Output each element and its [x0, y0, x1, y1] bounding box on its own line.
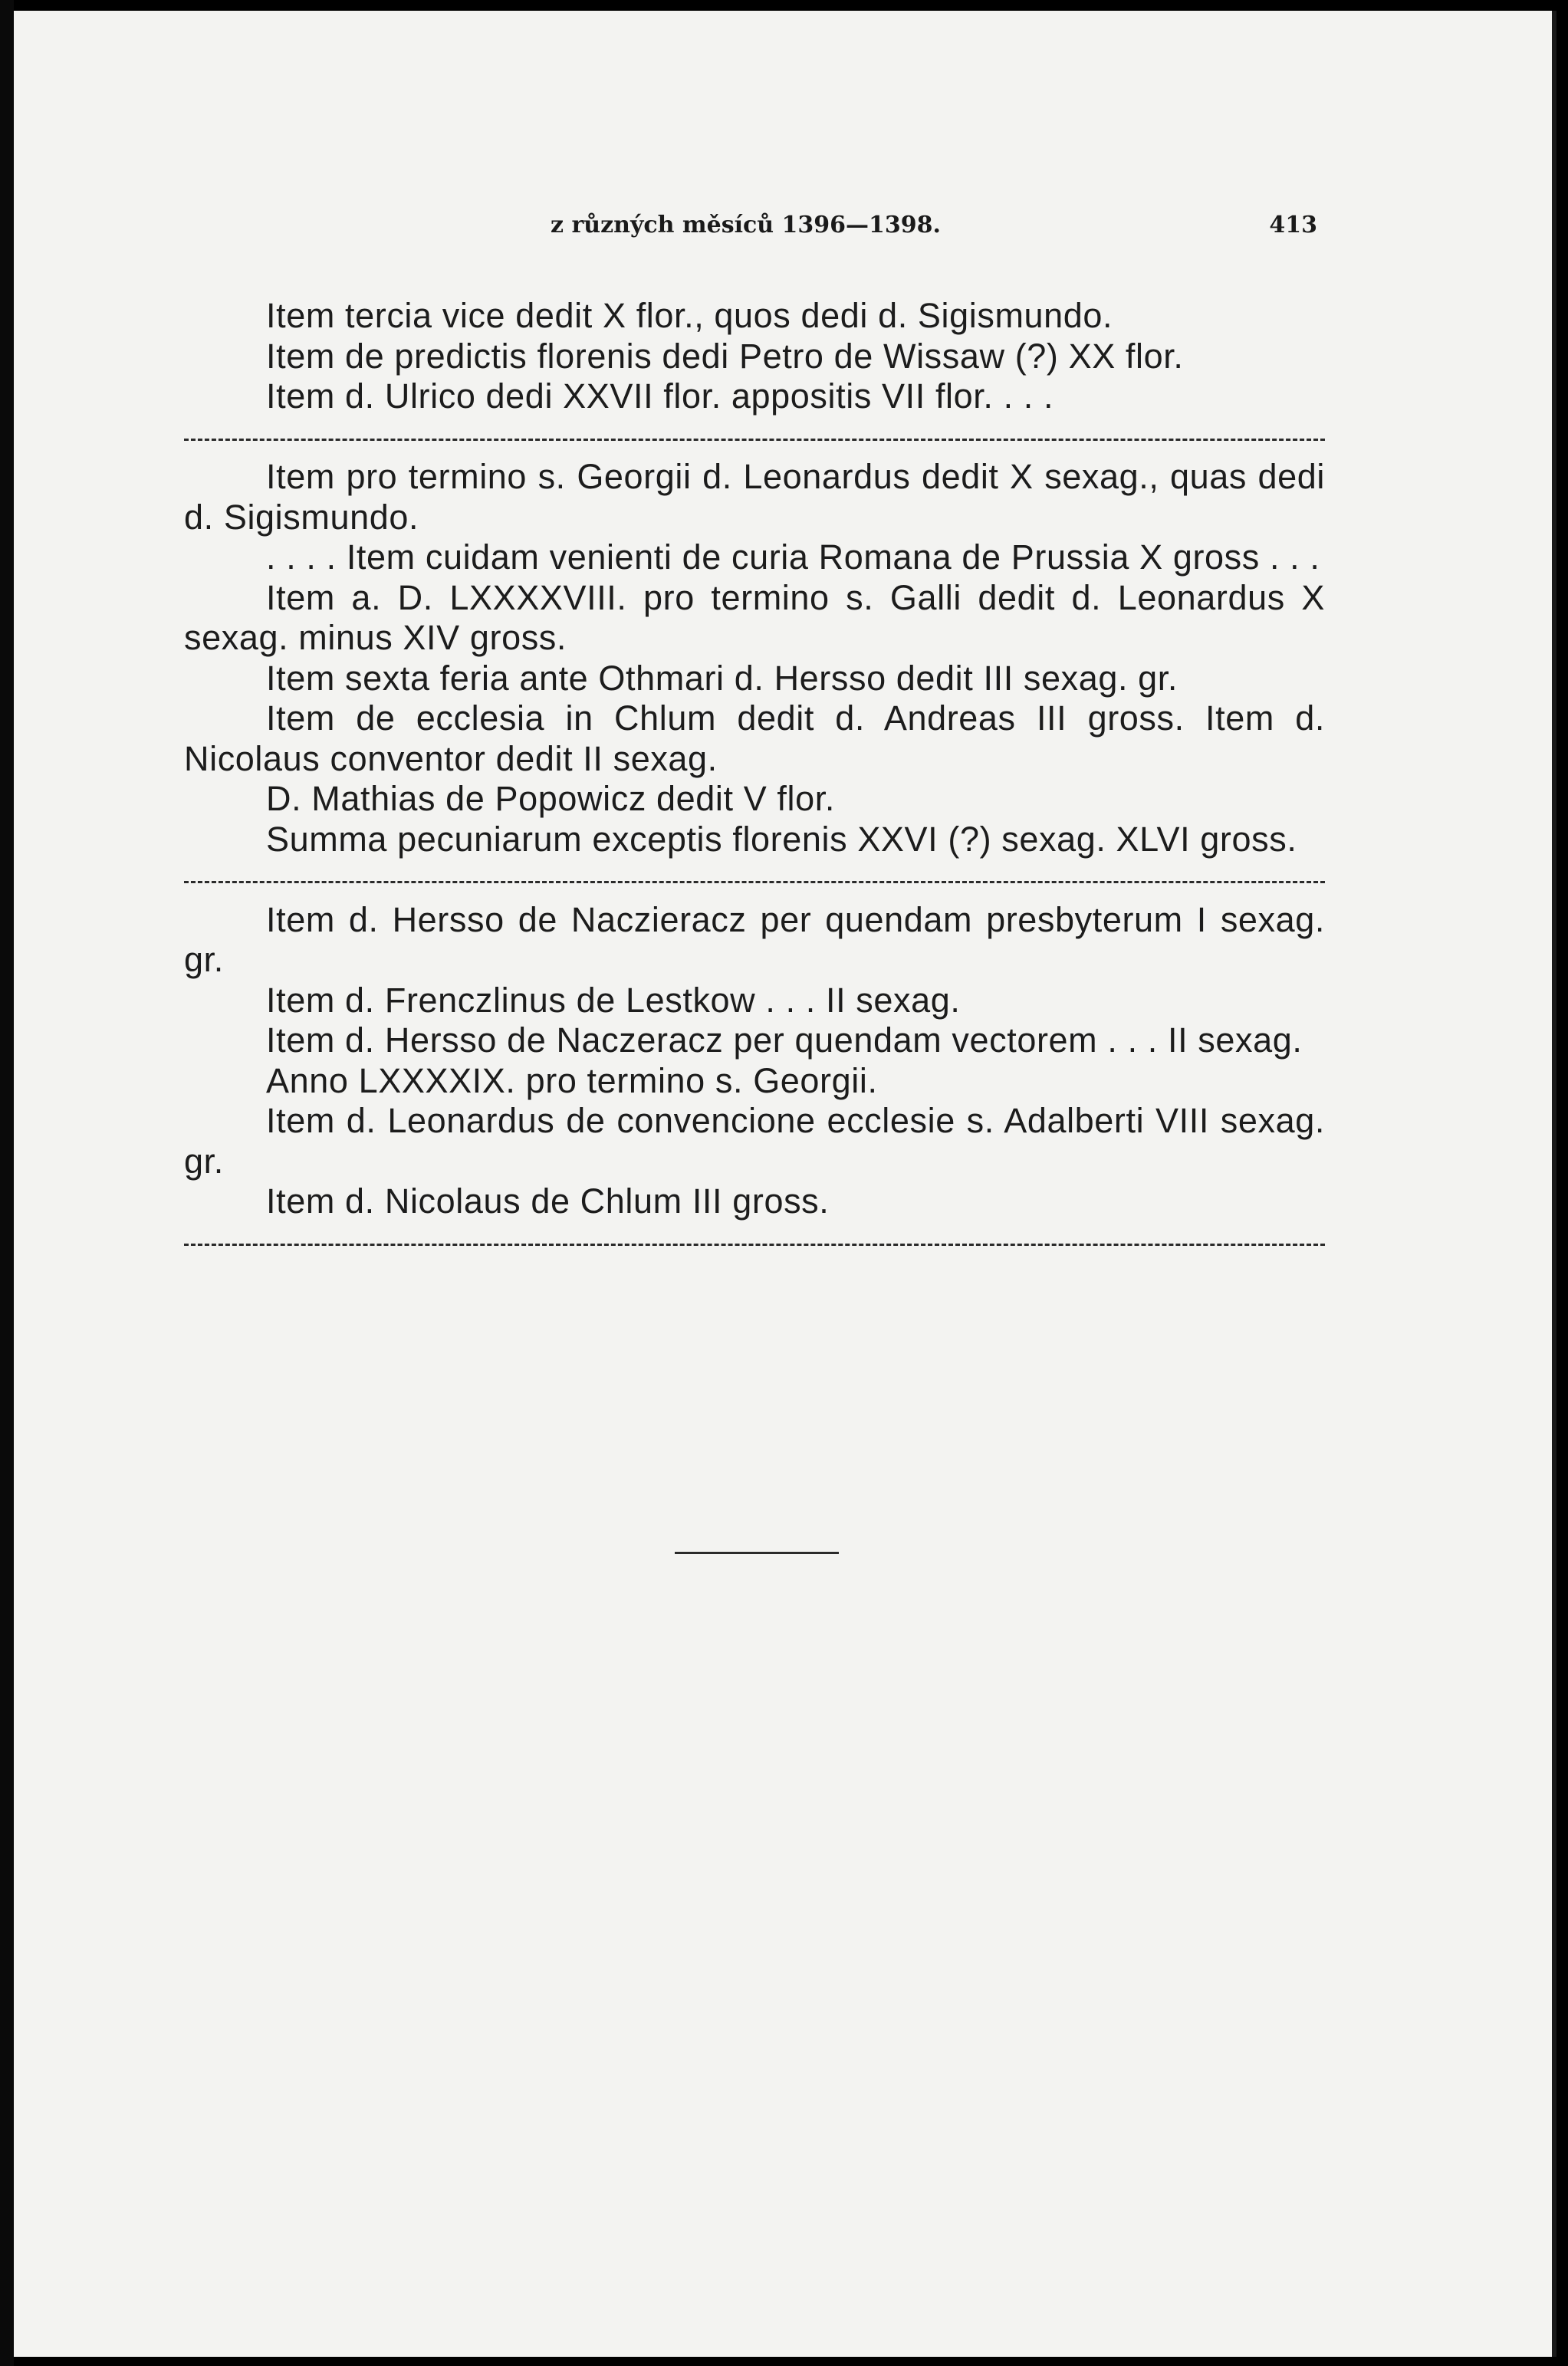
page-number: 413: [1269, 212, 1317, 238]
book-page: [14, 11, 1556, 2357]
dashed-separator: [184, 859, 1325, 900]
ledger-entry: Item tercia vice dedit X flor., quos dedi d. Sigismundo.: [266, 296, 1113, 335]
dashed-separator: [184, 417, 1325, 458]
ledger-entry: Item d. Nicolaus de Chlum III gross.: [266, 1181, 830, 1221]
ledger-entry: Item d. Hersso de Naczeracz per quendam vectorem . . . II sexag.: [266, 1020, 1303, 1060]
ledger-entry: Item d. Leonardus de convencione ecclesie s. Adalberti VIII sexag. gr.: [184, 1101, 1325, 1181]
dashed-separator: [184, 1222, 1325, 1263]
ledger-entry: Item d. Ulrico dedi XXVII flor. appositis VII flor. . . .: [266, 376, 1054, 416]
page-header: [551, 212, 1317, 250]
running-title: z různých měsíců 1396—1398.: [551, 212, 941, 238]
ledger-entry: Anno LXXXXIX. pro termino s. Georgii.: [266, 1060, 878, 1100]
ledger-entry: Item de ecclesia in Chlum dedit d. Andreas III gross. Item d. Nicolaus conventor dedit II sexag.: [184, 698, 1325, 778]
page-body: [184, 296, 1325, 1262]
ledger-entry: Item pro termino s. Georgii d. Leonardus dedit X sexag., quas dedi d. Sigismundo.: [184, 457, 1325, 537]
ledger-entry: . . . . Item cuidam venienti de curia Romana de Prussia X gross . . .: [266, 537, 1320, 577]
ledger-entry: Summa pecuniarum exceptis florenis XXVI (?) sexag. XLVI gross.: [266, 819, 1297, 859]
ledger-entry: Item sexta feria ante Othmari d. Hersso dedit III sexag. gr.: [266, 658, 1178, 698]
end-rule: [675, 1552, 839, 1554]
ledger-entry: Item de predictis florenis dedi Petro de Wissaw (?) XX flor.: [266, 336, 1184, 376]
scan-left-edge: [0, 0, 14, 2366]
ledger-entry: Item a. D. LXXXXVIII. pro termino s. Galli dedit d. Leonardus X sexag. minus XIV gross.: [184, 577, 1325, 657]
ledger-entry: Item d. Frenczlinus de Lestkow . . . II sexag.: [266, 980, 961, 1020]
ledger-entry: D. Mathias de Popowicz dedit V flor.: [266, 779, 835, 818]
ledger-entry: Item d. Hersso de Naczieracz per quendam presbyterum I sexag. gr.: [184, 899, 1325, 979]
